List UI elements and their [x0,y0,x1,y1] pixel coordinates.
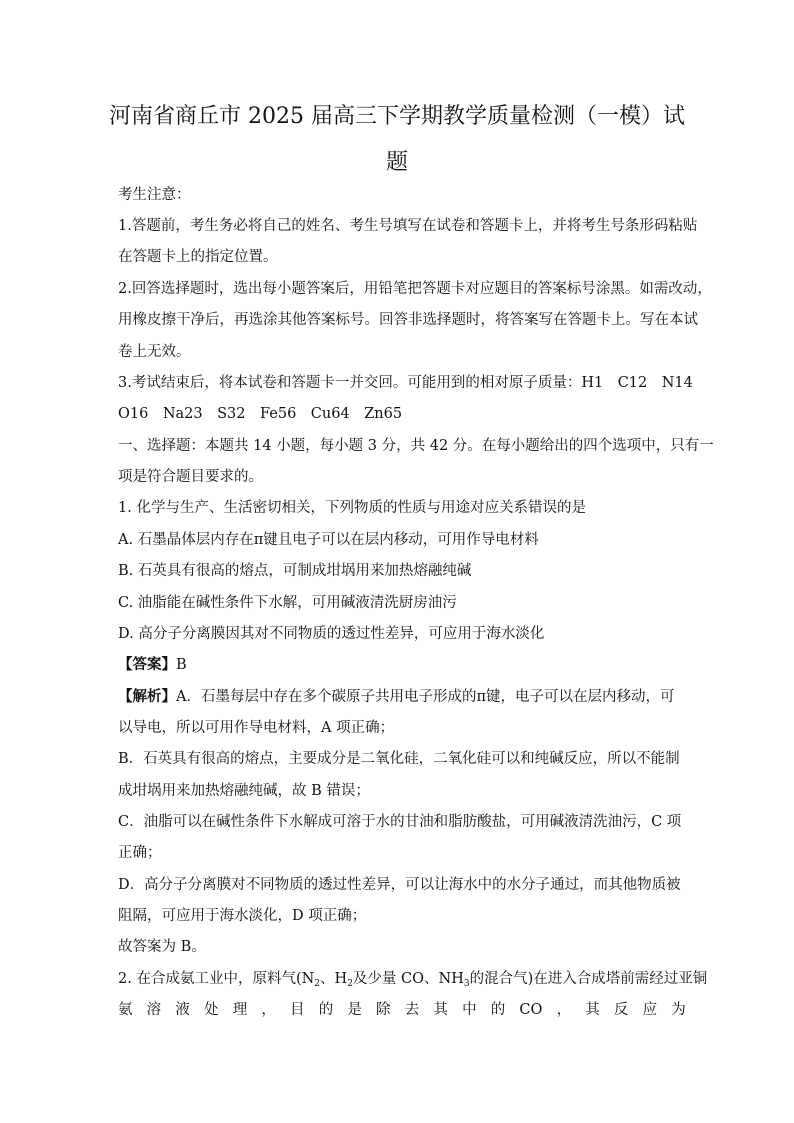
analysis-line-6: 正确； [118,845,162,861]
analysis-line-5: C．油脂可以在碱性条件下水解成可溶于水的甘油和脂肪酸盐，可用碱液清洗油污，C 项 [118,814,682,830]
q2-line2-word: 中 [462,1002,477,1018]
q2-text-pre: 2. 在合成氨工业中，原料气(N [118,971,315,987]
q2-line2-word: 为 [671,1002,686,1018]
q2-line2-word: 氨 [118,1002,133,1018]
q2-line2-word: 的 [490,1002,506,1018]
notice-1-line-2: 在答题卡上的指定位置。 [118,249,278,265]
question-1-option-a: A. 石墨晶体层内存在π键且电子可以在层内移动，可用作导电材料 [118,532,539,548]
q2-line2-word: 液 [175,1002,190,1018]
notice-3-line-2: O16 Na23 S32 Fe56 Cu64 Zn65 [118,406,403,422]
notice-2-line-2: 用橡皮擦干净后，再选涂其他答案标号。回答非选择题时，将答案写在答题卡上。写在本试 [118,312,698,328]
answer-value: B [176,657,187,673]
q2-line2-word: 理 [232,1002,248,1018]
analysis-line-2: 以导电，所以可用作导电材料，A 项正确； [118,720,395,736]
answer-label: 【答案】 [118,656,176,673]
q2-line2-word: 是 [347,1002,362,1018]
document-title-line-2: 题 [385,150,408,175]
q2-subscript-n2: 2 [314,979,321,989]
analysis-line-3: B．石英具有很高的熔点，主要成分是二氧化硅，二氧化硅可以和纯碱反应，所以不能制 [118,751,680,767]
notice-2-line-3: 卷上无效。 [118,344,191,360]
conclusion-line: 故答案为 B。 [118,939,206,955]
analysis-1-text: A．石墨每层中存在多个碳原子共用电子形成的π键，电子可以在层内移动，可 [176,689,675,705]
question-2-line-1 [118,969,708,989]
answer-line [118,655,688,675]
document-title-line-1: 河南省商丘市 2025 届高三下学期教学质量检测（一模）试 [109,104,685,129]
analysis-line-4: 成坩埚用来加热熔融纯碱，故 B 错误； [118,783,370,799]
q2-subscript-nh3: 3 [463,979,470,989]
analysis-line-7: D．高分子分离膜对不同物质的透过性差异，可以让海水中的水分子通过，而其他物质被 [118,877,681,893]
q2-subscript-h2: 2 [347,979,353,989]
q2-line2-word: 其 [433,1002,448,1018]
q2-line2-word: 的 [318,1002,334,1018]
q2-line2-word: ， [261,1002,276,1018]
notice-1-line-1: 1.答题前，考生务必将自己的姓名、考生号填写在试卷和答题卡上，并将考生号条形码粘贴 [118,218,698,234]
q2-text-mid2: 及少量 CO、NH [352,971,464,987]
q2-line2-word: 其 [585,1002,600,1018]
notice-3-line-1: 3.考试结束后，将本试卷和答题卡一并交回。可能用到的相对原子质量：H1 C12 N14 [118,375,693,391]
q2-line2-word: 应 [642,1002,658,1018]
notice-heading: 考生注意： [118,187,191,203]
section-heading-line-2: 项是符合题目要求的。 [118,469,263,485]
q2-text-post: 的混合气)在进入合成塔前需经过亚铜 [469,971,708,987]
q2-line2-word: 反 [613,1002,629,1018]
q2-line2-word: 目 [290,1002,305,1018]
analysis-line-8: 阻隔，可应用于海水淡化，D 项正确； [118,908,367,924]
notice-2-line-1: 2.回答选择题时，选出每小题答案后，用铅笔把答题卡对应题目的答案标号涂黑。如需改动， [118,281,712,297]
analysis-line-1 [118,687,688,707]
q2-line2-word: 除 [376,1002,391,1018]
question-1-stem: 1. 化学与生产、生活密切相关，下列物质的性质与用途对应关系错误的是 [118,500,586,516]
q2-line2-word: ， [556,1002,572,1018]
analysis-label: 【解析】 [118,688,176,705]
question-1-option-d: D. 高分子分离膜因其对不同物质的透过性差异，可应用于海水淡化 [118,626,545,642]
q2-line2-word: 处 [204,1002,219,1018]
q2-text-mid1: 、H [320,971,348,987]
q2-line2-word: 去 [404,1002,420,1018]
question-1-option-b: B. 石英具有很高的熔点，可制成坩埚用来加热熔融纯碱 [118,563,472,579]
section-heading-line-1: 一、选择题：本题共 14 小题，每小题 3 分，共 42 分。在每小题给出的四个选项中，只有一 [118,438,714,454]
question-2-line-2 [118,1000,686,1020]
question-1-option-c: C. 油脂能在碱性条件下水解，可用碱液清洗厨房油污 [118,595,457,611]
q2-line2-word: 溶 [146,1002,162,1018]
q2-line2-word: CO [519,1002,543,1018]
